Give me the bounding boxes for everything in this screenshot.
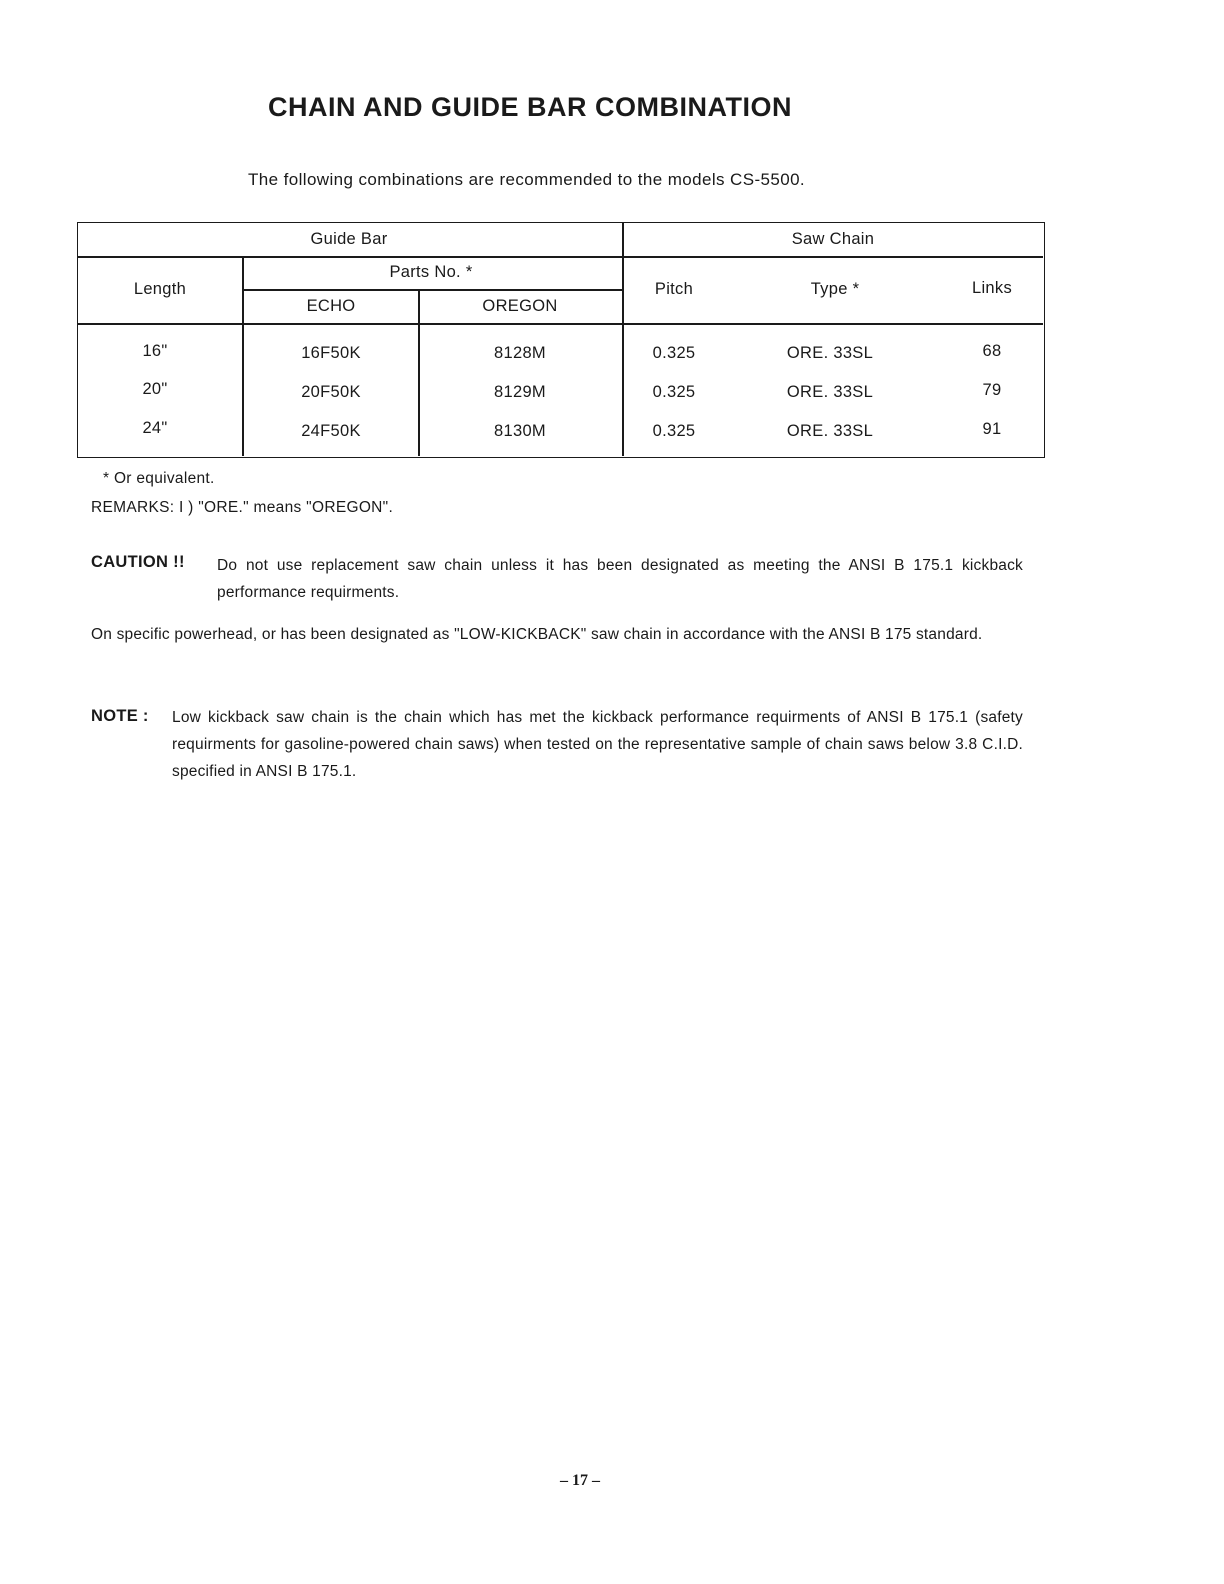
note-label: NOTE : <box>91 707 149 725</box>
length-header: Length <box>133 280 187 298</box>
combination-table <box>77 222 1045 458</box>
caution-text: Do not use replacement saw chain unless it has been designated as meeting the ANSI B 175.1 kickback performance requirments. <box>217 557 1023 601</box>
guidebar-sawchain-divider <box>622 223 624 456</box>
length-cell: 16" <box>142 342 168 360</box>
echo-cell: 24F50K <box>301 422 361 440</box>
parts-no-header: Parts No. * <box>389 263 473 281</box>
links-header: Links <box>971 279 1013 297</box>
note-text: Low kickback saw chain is the chain which has met the kickback performance requirments of ANSI B 175.1 (safety requirments for gasoline-powered chain saws) when tested on the representative sample of chain saws below 3.8 C.I.D. specified in ANSI B 175.1. <box>172 709 1023 780</box>
pitch-cell: 0.325 <box>652 344 696 362</box>
parts-no-rule <box>242 289 622 291</box>
oregon-cell: 8130M <box>494 422 546 440</box>
page-title: CHAIN AND GUIDE BAR COMBINATION <box>268 92 792 122</box>
pitch-cell: 0.325 <box>652 383 696 401</box>
links-cell: 79 <box>982 381 1002 399</box>
echo-header: ECHO <box>306 297 356 315</box>
links-cell: 91 <box>982 420 1002 438</box>
header-rule <box>78 256 1043 258</box>
links-cell: 68 <box>982 342 1002 360</box>
oregon-cell: 8129M <box>494 383 546 401</box>
type-cell: ORE. 33SL <box>786 422 874 440</box>
echo-oregon-divider <box>418 289 420 456</box>
echo-cell: 16F50K <box>301 344 361 362</box>
guide-bar-header: Guide Bar <box>310 230 388 248</box>
echo-cell: 20F50K <box>301 383 361 401</box>
intro-text: The following combinations are recommended to the models CS-5500. <box>248 170 806 189</box>
page-number: – 17 – <box>560 1472 600 1489</box>
oregon-header: OREGON <box>482 297 558 315</box>
length-divider <box>242 256 244 456</box>
pitch-cell: 0.325 <box>652 422 696 440</box>
header-bottom-rule <box>78 323 1043 325</box>
equivalent-footnote: * Or equivalent. <box>103 470 215 487</box>
oregon-cell: 8128M <box>494 344 546 362</box>
remarks-footnote: REMARKS: I ) "ORE." means "OREGON". <box>91 499 394 516</box>
pitch-header: Pitch <box>654 280 694 298</box>
length-cell: 20" <box>142 380 168 398</box>
type-header: Type * <box>810 280 860 298</box>
type-cell: ORE. 33SL <box>786 344 874 362</box>
saw-chain-header: Saw Chain <box>791 230 875 248</box>
specific-powerhead-text: On specific powerhead, or has been designated as "LOW-KICKBACK" saw chain in accordance with the ANSI B 175 standard. <box>91 626 983 643</box>
caution-label: CAUTION !! <box>91 553 185 571</box>
length-cell: 24" <box>142 419 168 437</box>
type-cell: ORE. 33SL <box>786 383 874 401</box>
